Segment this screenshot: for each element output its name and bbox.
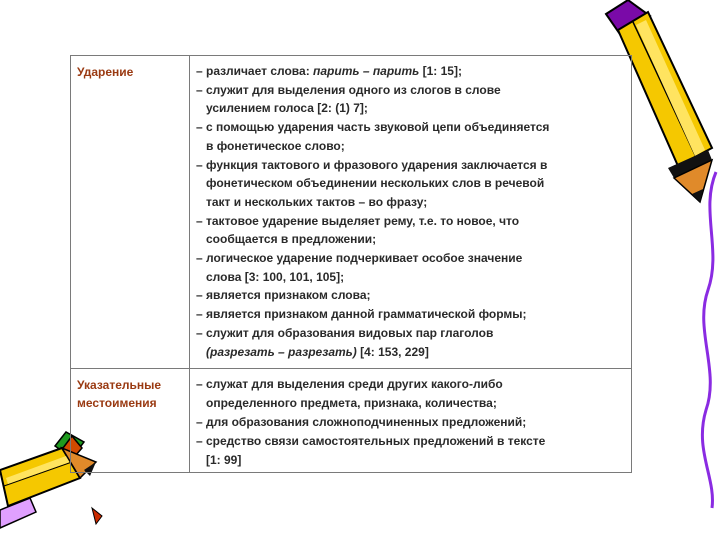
definition-line — [196, 451, 626, 470]
term-cell: Указательные местоимения — [77, 378, 162, 410]
definition-line — [196, 324, 626, 343]
definition-line — [196, 432, 626, 451]
definition-line — [196, 62, 626, 81]
definition-text: – тактовое ударение выделяет рему, т.е. то новое, что — [196, 213, 520, 228]
definition-text: – служит для образования видовых пар глаголов — [196, 325, 494, 340]
definition-line — [196, 343, 626, 362]
definition-text: фонетическом объединении нескольких слов в речевой — [206, 176, 545, 191]
definitions-cell — [196, 62, 626, 361]
definition-line — [196, 394, 626, 413]
definition-text: [1: 99] — [206, 453, 242, 467]
definition-text: слова [3: 100, 101, 105]; — [206, 269, 345, 284]
definition-line — [196, 156, 626, 175]
definition-line — [196, 118, 626, 137]
example-text: (разрезать – разрезать) — [206, 344, 357, 359]
term-cell: Ударение — [77, 65, 134, 79]
definition-line — [196, 375, 626, 394]
definition-line — [196, 286, 626, 305]
definition-text: – с помощью ударения часть звуковой цепи объединяется — [196, 120, 550, 135]
definition-line — [196, 268, 626, 287]
definition-text: [1: 15]; — [419, 64, 462, 78]
definition-text: – средство связи самостоятельных предложений в тексте — [196, 434, 546, 448]
table-row — [71, 56, 631, 369]
definitions-cell — [196, 375, 626, 470]
definition-line — [196, 81, 626, 100]
definition-text: усилением голоса [2: (1) 7]; — [206, 101, 368, 116]
definition-text: – логическое ударение подчеркивает особое значение — [196, 251, 523, 266]
definitions-table — [70, 55, 632, 473]
definition-text: – является признаком данной грамматической формы; — [196, 307, 527, 322]
definition-line — [196, 230, 626, 249]
definition-text: – служит для выделения одного из слогов в слове — [196, 82, 501, 97]
definition-text: такт и нескольких тактов – во фразу; — [206, 194, 428, 209]
wavy-line-icon — [702, 172, 716, 508]
definition-text: определенного предмета, признака, количества; — [206, 396, 497, 410]
definition-line — [196, 212, 626, 231]
definition-text: сообщается в предложении; — [206, 232, 377, 247]
table-row — [71, 369, 631, 472]
definition-text: – служат для выделения среди других какого-либо — [196, 377, 503, 391]
definition-text: – различает слова: — [196, 64, 314, 78]
definition-text: – является признаком слова; — [196, 288, 371, 303]
definition-line — [196, 99, 626, 118]
definition-text: – для образования сложноподчиненных предложений; — [196, 415, 527, 429]
column-divider — [189, 56, 190, 368]
definition-line — [196, 137, 626, 156]
definition-line — [196, 305, 626, 324]
definition-text: – функция тактового и фразового ударения заключается в — [196, 157, 548, 172]
definition-line — [196, 174, 626, 193]
column-divider — [189, 369, 190, 472]
definition-line — [196, 413, 626, 432]
definition-text: в фонетическое слово; — [206, 138, 345, 153]
definition-line — [196, 193, 626, 212]
example-text: парить – парить — [313, 64, 420, 78]
definition-text: [4: 153, 229] — [356, 344, 429, 359]
definition-line — [196, 249, 626, 268]
